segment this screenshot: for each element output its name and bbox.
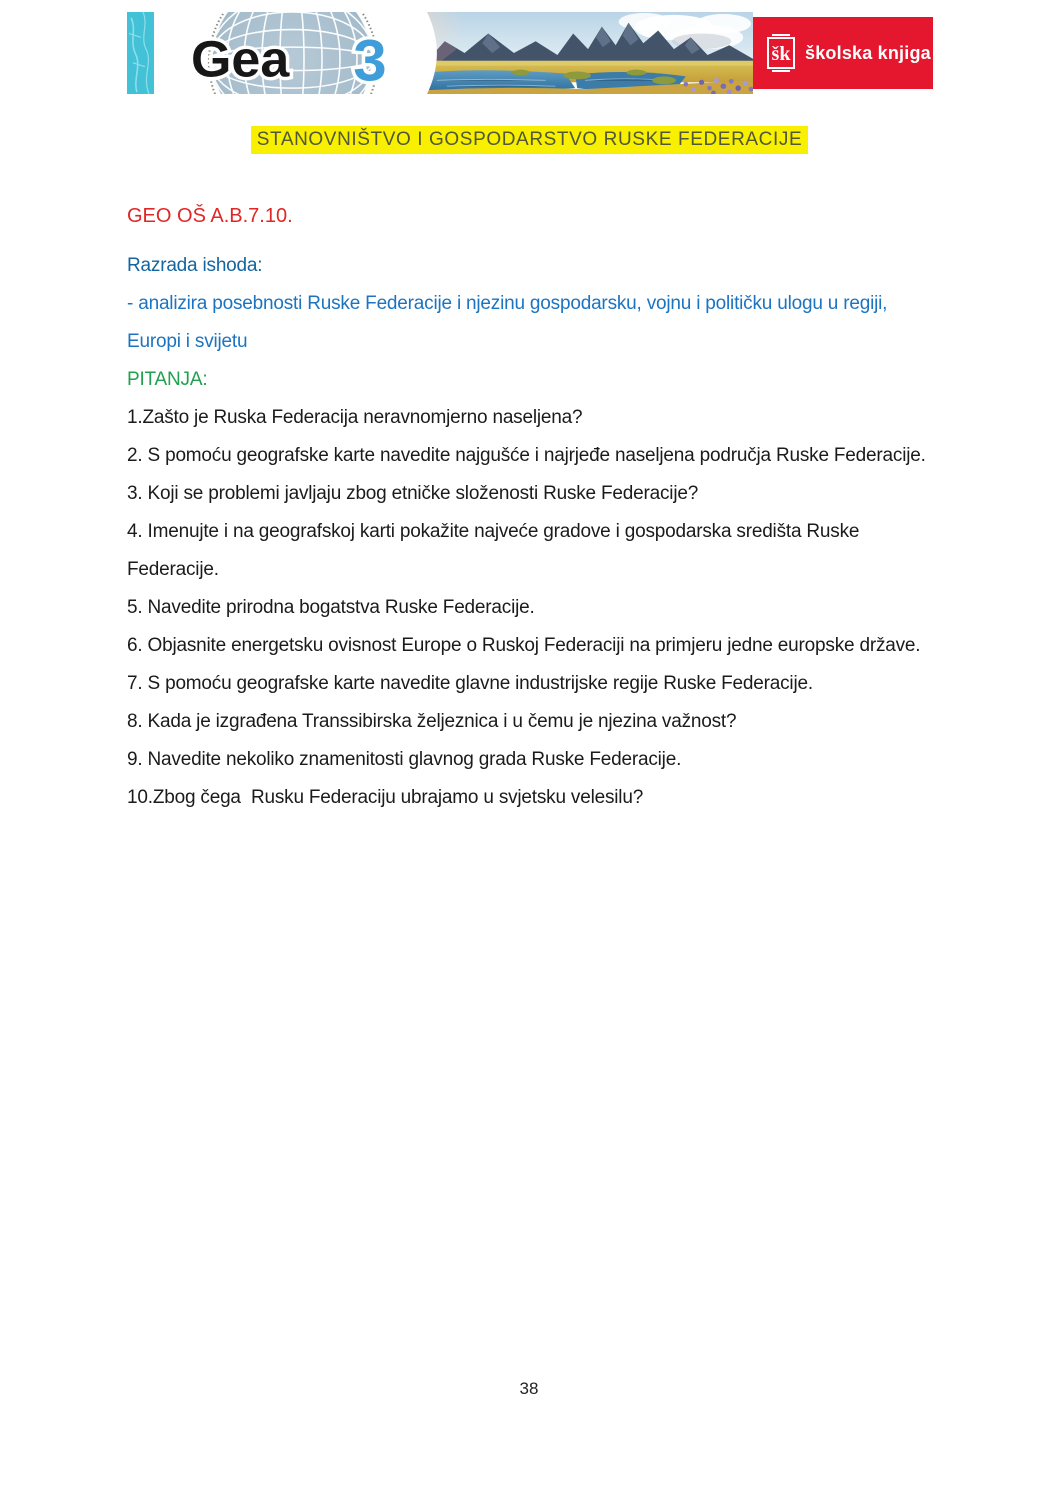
svg-text:šk: šk: [771, 43, 791, 65]
question-item: 5. Navedite prirodna bogatstva Ruske Federacije.: [127, 597, 535, 618]
curriculum-code: GEO OŠ A.B.7.10.: [127, 205, 293, 227]
landscape-photo: [427, 12, 753, 94]
worksheet-title: STANOVNIŠTVO I GOSPODARSTVO RUSKE FEDERACIJE: [251, 126, 808, 154]
question-item: 7. S pomoću geografske karte navedite glavne industrijske regije Ruske Federacije.: [127, 673, 813, 694]
gea-volume-number: 3: [353, 26, 387, 94]
mountain-landscape-image: [427, 12, 753, 94]
question-item: 10.Zbog čega Rusku Federaciju ubrajamo u svjetsku velesilu?: [127, 787, 644, 808]
worksheet-content: [127, 247, 932, 817]
page-number: 38: [519, 1379, 539, 1398]
question-item: 8. Kada je izgrađena Transsibirska željeznica i u čemu je njezina važnost?: [127, 711, 737, 732]
questions-heading: PITANJA:: [127, 369, 208, 390]
outcome-heading: Razrada ishoda:: [127, 255, 263, 276]
publisher-name: školska knjiga: [805, 42, 931, 63]
header-banner: [127, 12, 933, 94]
question-item: 3. Koji se problemi javljaju zbog etničke složenosti Ruske Federacije?: [127, 483, 699, 504]
question-item: 2. S pomoću geografske karte navedite najgušće i najrjeđe naseljena područja Ruske Federacije.: [127, 445, 926, 466]
sk-monogram-icon: [766, 32, 796, 74]
question-item: 9. Navedite nekoliko znamenitosti glavnog grada Ruske Federacije.: [127, 749, 682, 770]
gea3-logo: [127, 12, 427, 94]
outcome-text: - analizira posebnosti Ruske Federacije i njezinu gospodarsku, vojnu i političku ulogu u regiji, Europi i svijetu: [127, 293, 888, 352]
question-item: 6. Objasnite energetsku ovisnost Europe o Ruskoj Federaciji na primjeru jedne europske države.: [127, 635, 921, 656]
worksheet-title-row: [127, 126, 932, 154]
gea3-globe-icon: [127, 12, 427, 94]
gea-wordmark: Gea: [191, 29, 290, 88]
question-item: 1.Zašto je Ruska Federacija neravnomjerno naseljena?: [127, 407, 583, 428]
question-item: 4. Imenujte i na geografskoj karti pokažite najveće gradove i gospodarska središta Ruske Federacije.: [127, 521, 865, 580]
publisher-logo: [753, 17, 933, 89]
page-footer: [0, 1379, 1058, 1399]
